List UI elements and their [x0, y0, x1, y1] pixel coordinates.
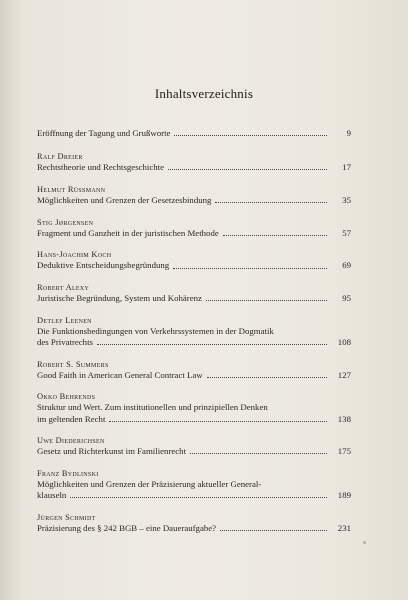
toc-entry-title: klauseln	[37, 490, 67, 501]
toc-title-row	[37, 337, 351, 348]
toc-title-row	[37, 414, 351, 425]
toc-entry-title: Fragment und Ganzheit in der juristischen Methode	[37, 227, 219, 238]
toc-author: Detlef Leenen	[37, 315, 92, 325]
toc-title-row	[37, 523, 351, 534]
toc-entry-title: im geltenden Recht	[37, 413, 106, 424]
toc-entries	[37, 151, 351, 534]
toc-author: Robert Alexy	[37, 283, 90, 293]
toc-title-row	[37, 195, 351, 206]
dot-leader	[173, 268, 327, 269]
paper-speck	[363, 541, 366, 544]
toc-title-line: Möglichkeiten und Grenzen der Präzisierung aktueller General-	[37, 478, 262, 489]
toc-page-number: 9	[346, 128, 351, 138]
dot-leader	[109, 421, 327, 422]
toc-entry-title: Rechtstheorie und Rechtsgeschichte	[37, 162, 165, 173]
dot-leader	[174, 135, 327, 136]
toc-author: Robert S. Summers	[37, 359, 109, 369]
toc-title-row	[37, 228, 351, 239]
toc-page-number: 175	[337, 446, 351, 457]
toc-entry-title: des Privatrechts	[37, 336, 93, 347]
toc-page-number: 108	[337, 336, 351, 347]
toc-entry	[37, 512, 351, 534]
toc-title-row	[37, 293, 351, 304]
toc-entry-title: Gesetz und Richterkunst im Familienrecht	[37, 446, 187, 457]
toc-title-row	[37, 162, 351, 173]
toc-entry-title: Eröffnung der Tagung und Grußworte	[37, 128, 171, 138]
toc-page-number: 57	[342, 227, 351, 238]
show-through-text	[40, 8, 368, 52]
toc-title-row	[37, 446, 351, 457]
toc-entry	[37, 435, 351, 457]
dot-leader	[220, 530, 327, 531]
toc-title-line: Struktur und Wert. Zum institutionellen und prinzipiellen Denken	[37, 402, 268, 413]
toc-entry	[37, 249, 351, 271]
toc-entry	[37, 282, 351, 304]
toc-entry	[37, 151, 351, 173]
dot-leader	[168, 169, 327, 170]
dot-leader	[223, 235, 327, 236]
toc-page-number: 127	[337, 369, 351, 380]
dot-leader	[97, 344, 327, 345]
toc-author: Stig Jørgensen	[37, 217, 94, 227]
toc-title-row	[37, 490, 351, 501]
dot-leader	[206, 300, 327, 301]
toc-page-number: 17	[342, 162, 351, 173]
toc-author: Okko Behrends	[37, 392, 96, 402]
page-title: Inhaltsverzeichnis	[154, 86, 254, 101]
toc-page-number: 138	[337, 413, 351, 424]
toc-page-number: 69	[342, 260, 351, 271]
toc-entry	[37, 359, 351, 381]
toc-entry	[37, 315, 351, 348]
toc-entry	[37, 468, 351, 501]
toc-page-number: 35	[342, 194, 351, 205]
toc-entry-title: Präzisierung des § 242 BGB – eine Daueraufgabe?	[37, 522, 217, 533]
toc-entry	[37, 184, 351, 206]
toc-author: Helmut Rüssmann	[37, 184, 106, 194]
toc-entry	[37, 217, 351, 239]
table-of-contents	[37, 128, 351, 545]
toc-author: Ralf Dreier	[37, 152, 83, 162]
toc-entry	[37, 391, 351, 424]
toc-author: Jürgen Schmidt	[37, 512, 96, 522]
toc-entry-title: Juristische Begründung, System und Kohärenz	[37, 293, 202, 304]
dot-leader	[190, 453, 327, 454]
toc-author: Franz Bydlinski	[37, 468, 99, 478]
dot-leader	[207, 377, 327, 378]
toc-page-number: 95	[342, 293, 351, 304]
toc-author: Uwe Diederichsen	[37, 436, 105, 446]
toc-title-row	[37, 370, 351, 381]
toc-entry-title: Good Faith in American General Contract Law	[37, 369, 203, 380]
toc-entry-title: Möglichkeiten und Grenzen der Gesetzesbindung	[37, 194, 212, 205]
dot-leader	[70, 497, 327, 498]
toc-page-number: 231	[337, 522, 351, 533]
toc-page-number: 189	[337, 490, 351, 501]
dot-leader	[215, 202, 327, 203]
toc-title-row	[37, 260, 351, 271]
toc-entry-title: Deduktive Entscheidungsbegründung	[37, 260, 170, 271]
toc-author: Hans-Joachim Koch	[37, 250, 112, 260]
toc-title-line: Die Funktionsbedingungen von Verkehrssystemen in der Dogmatik	[37, 325, 274, 336]
toc-opening-entry	[37, 128, 351, 139]
